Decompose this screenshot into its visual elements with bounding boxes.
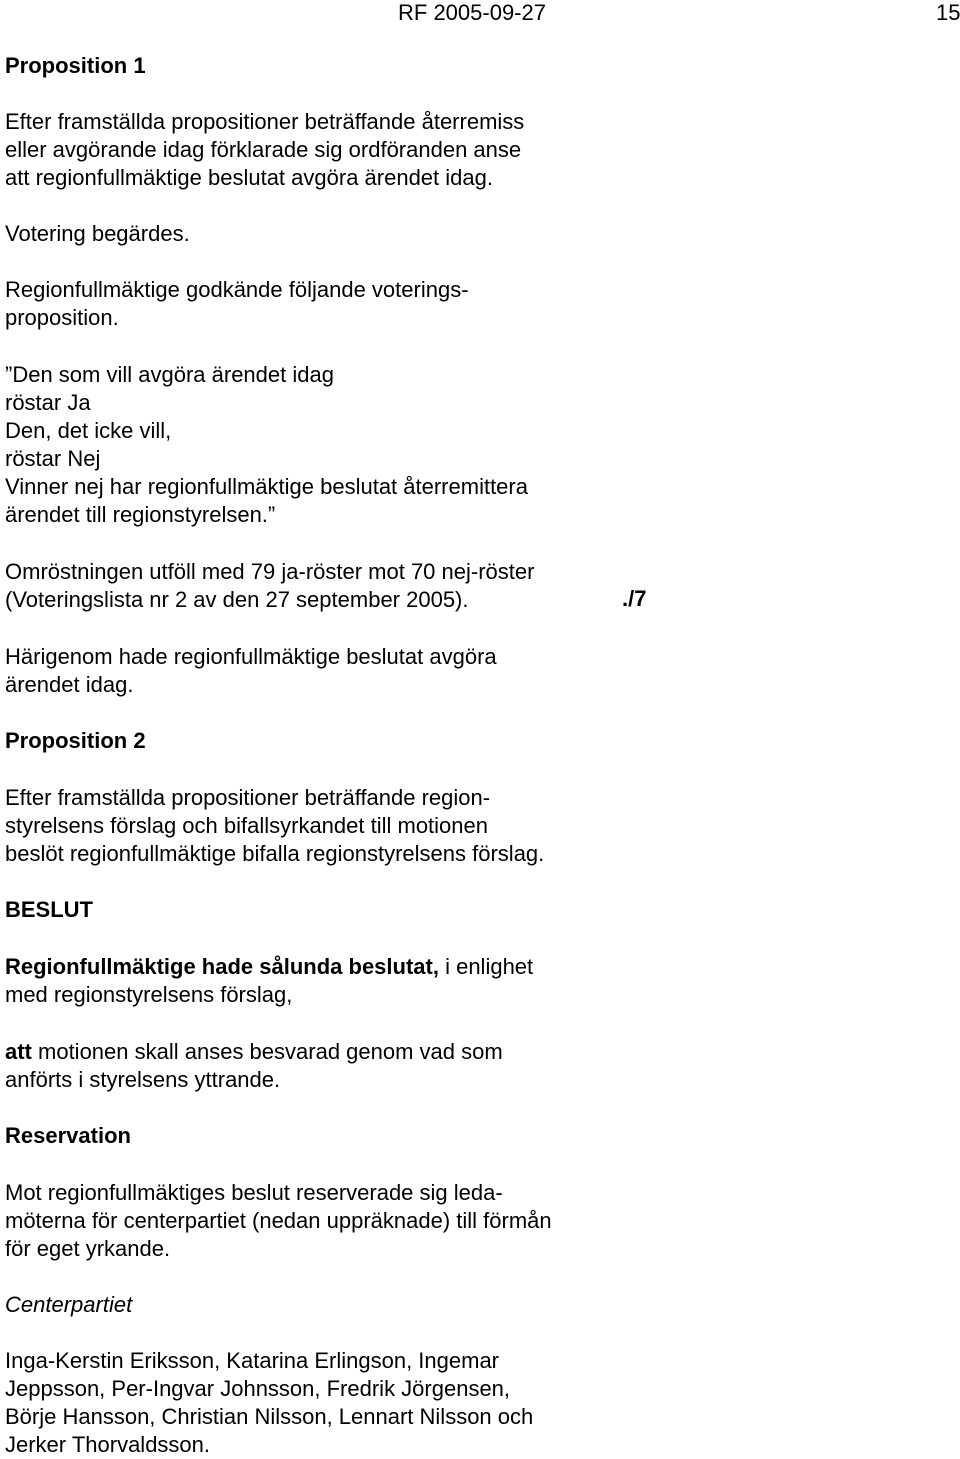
text-line: röstar Nej [5,446,101,471]
proposition-1-conclusion [5,643,665,699]
att-keyword: att [5,1039,32,1064]
text-line: ”Den som vill avgöra ärendet idag [5,362,334,387]
text-line: ärendet till regionstyrelsen.” [5,502,276,527]
text-line: beslöt regionfullmäktige bifalla regionstyrelsens förslag. [5,841,545,866]
text-line: Härigenom hade regionfullmäktige beslutat avgöra [5,644,497,669]
reservation-paragraph [5,1179,665,1263]
page-number: 15 [936,0,960,25]
votering-text: Votering begärdes. [5,221,190,246]
text-line: Den, det icke vill, [5,418,172,443]
text-line: Efter framställda propositioner beträffande region- [5,785,491,810]
proposition-2-heading: Proposition 2 [5,728,146,753]
party-name: Centerpartiet [5,1292,133,1317]
text-line: styrelsens förslag och bifallsyrkandet till motionen [5,813,489,838]
beslut-lead-rest: i enlighet [438,954,534,979]
reservation-members [5,1347,665,1459]
text-line: för eget yrkande. [5,1236,171,1261]
text-line: ärendet idag. [5,672,134,697]
text-line: Jeppsson, Per-Ingvar Johnsson, Fredrik Jörgensen, [5,1376,511,1401]
header-date: RF 2005-09-27 [398,0,546,25]
vote-list-reference: ./7 [622,586,647,611]
text-line: röstar Ja [5,390,91,415]
text-line: med regionstyrelsens förslag, [5,982,293,1007]
beslut-lead-bold: Regionfullmäktige hade sålunda beslutat, [5,954,439,979]
text-line [5,953,665,981]
att-clause [5,1038,665,1094]
text-line: Efter framställda propositioner beträffande återremiss [5,109,525,134]
text-line [5,1038,665,1066]
text-line: Jerker Thorvaldsson. [5,1432,211,1457]
approval-paragraph [5,276,665,332]
text-line: eller avgörande idag förklarade sig ordföranden anse [5,137,522,162]
text-line: Börje Hansson, Christian Nilsson, Lennart Nilsson och [5,1404,534,1429]
text-line: möterna för centerpartiet (nedan uppräknade) till förmån [5,1208,552,1233]
reservation-heading: Reservation [5,1123,131,1148]
proposition-2-paragraph [5,784,665,868]
text-line: proposition. [5,305,119,330]
text-line: Mot regionfullmäktiges beslut reserverade sig leda- [5,1180,503,1205]
text-line: att regionfullmäktige beslutat avgöra ärendet idag. [5,165,493,190]
text-line: Inga-Kerstin Eriksson, Katarina Erlingson, Ingemar [5,1348,500,1373]
text-line: anförts i styrelsens yttrande. [5,1067,281,1092]
att-clause-rest: motionen skall anses besvarad genom vad som [31,1039,503,1064]
proposition-1-heading: Proposition 1 [5,53,146,78]
voting-proposition-quote [5,361,665,529]
vote-result-paragraph [5,558,665,614]
text-line: Omröstningen utföll med 79 ja-röster mot 70 nej-röster [5,559,535,584]
text-line: (Voteringslista nr 2 av den 27 september 2005). [5,587,469,612]
beslut-heading: BESLUT [5,897,93,922]
proposition-1-paragraph [5,108,665,192]
beslut-paragraph [5,953,665,1009]
text-line: Vinner nej har regionfullmäktige beslutat återremittera [5,474,528,499]
text-line: Regionfullmäktige godkände följande voterings- [5,277,469,302]
